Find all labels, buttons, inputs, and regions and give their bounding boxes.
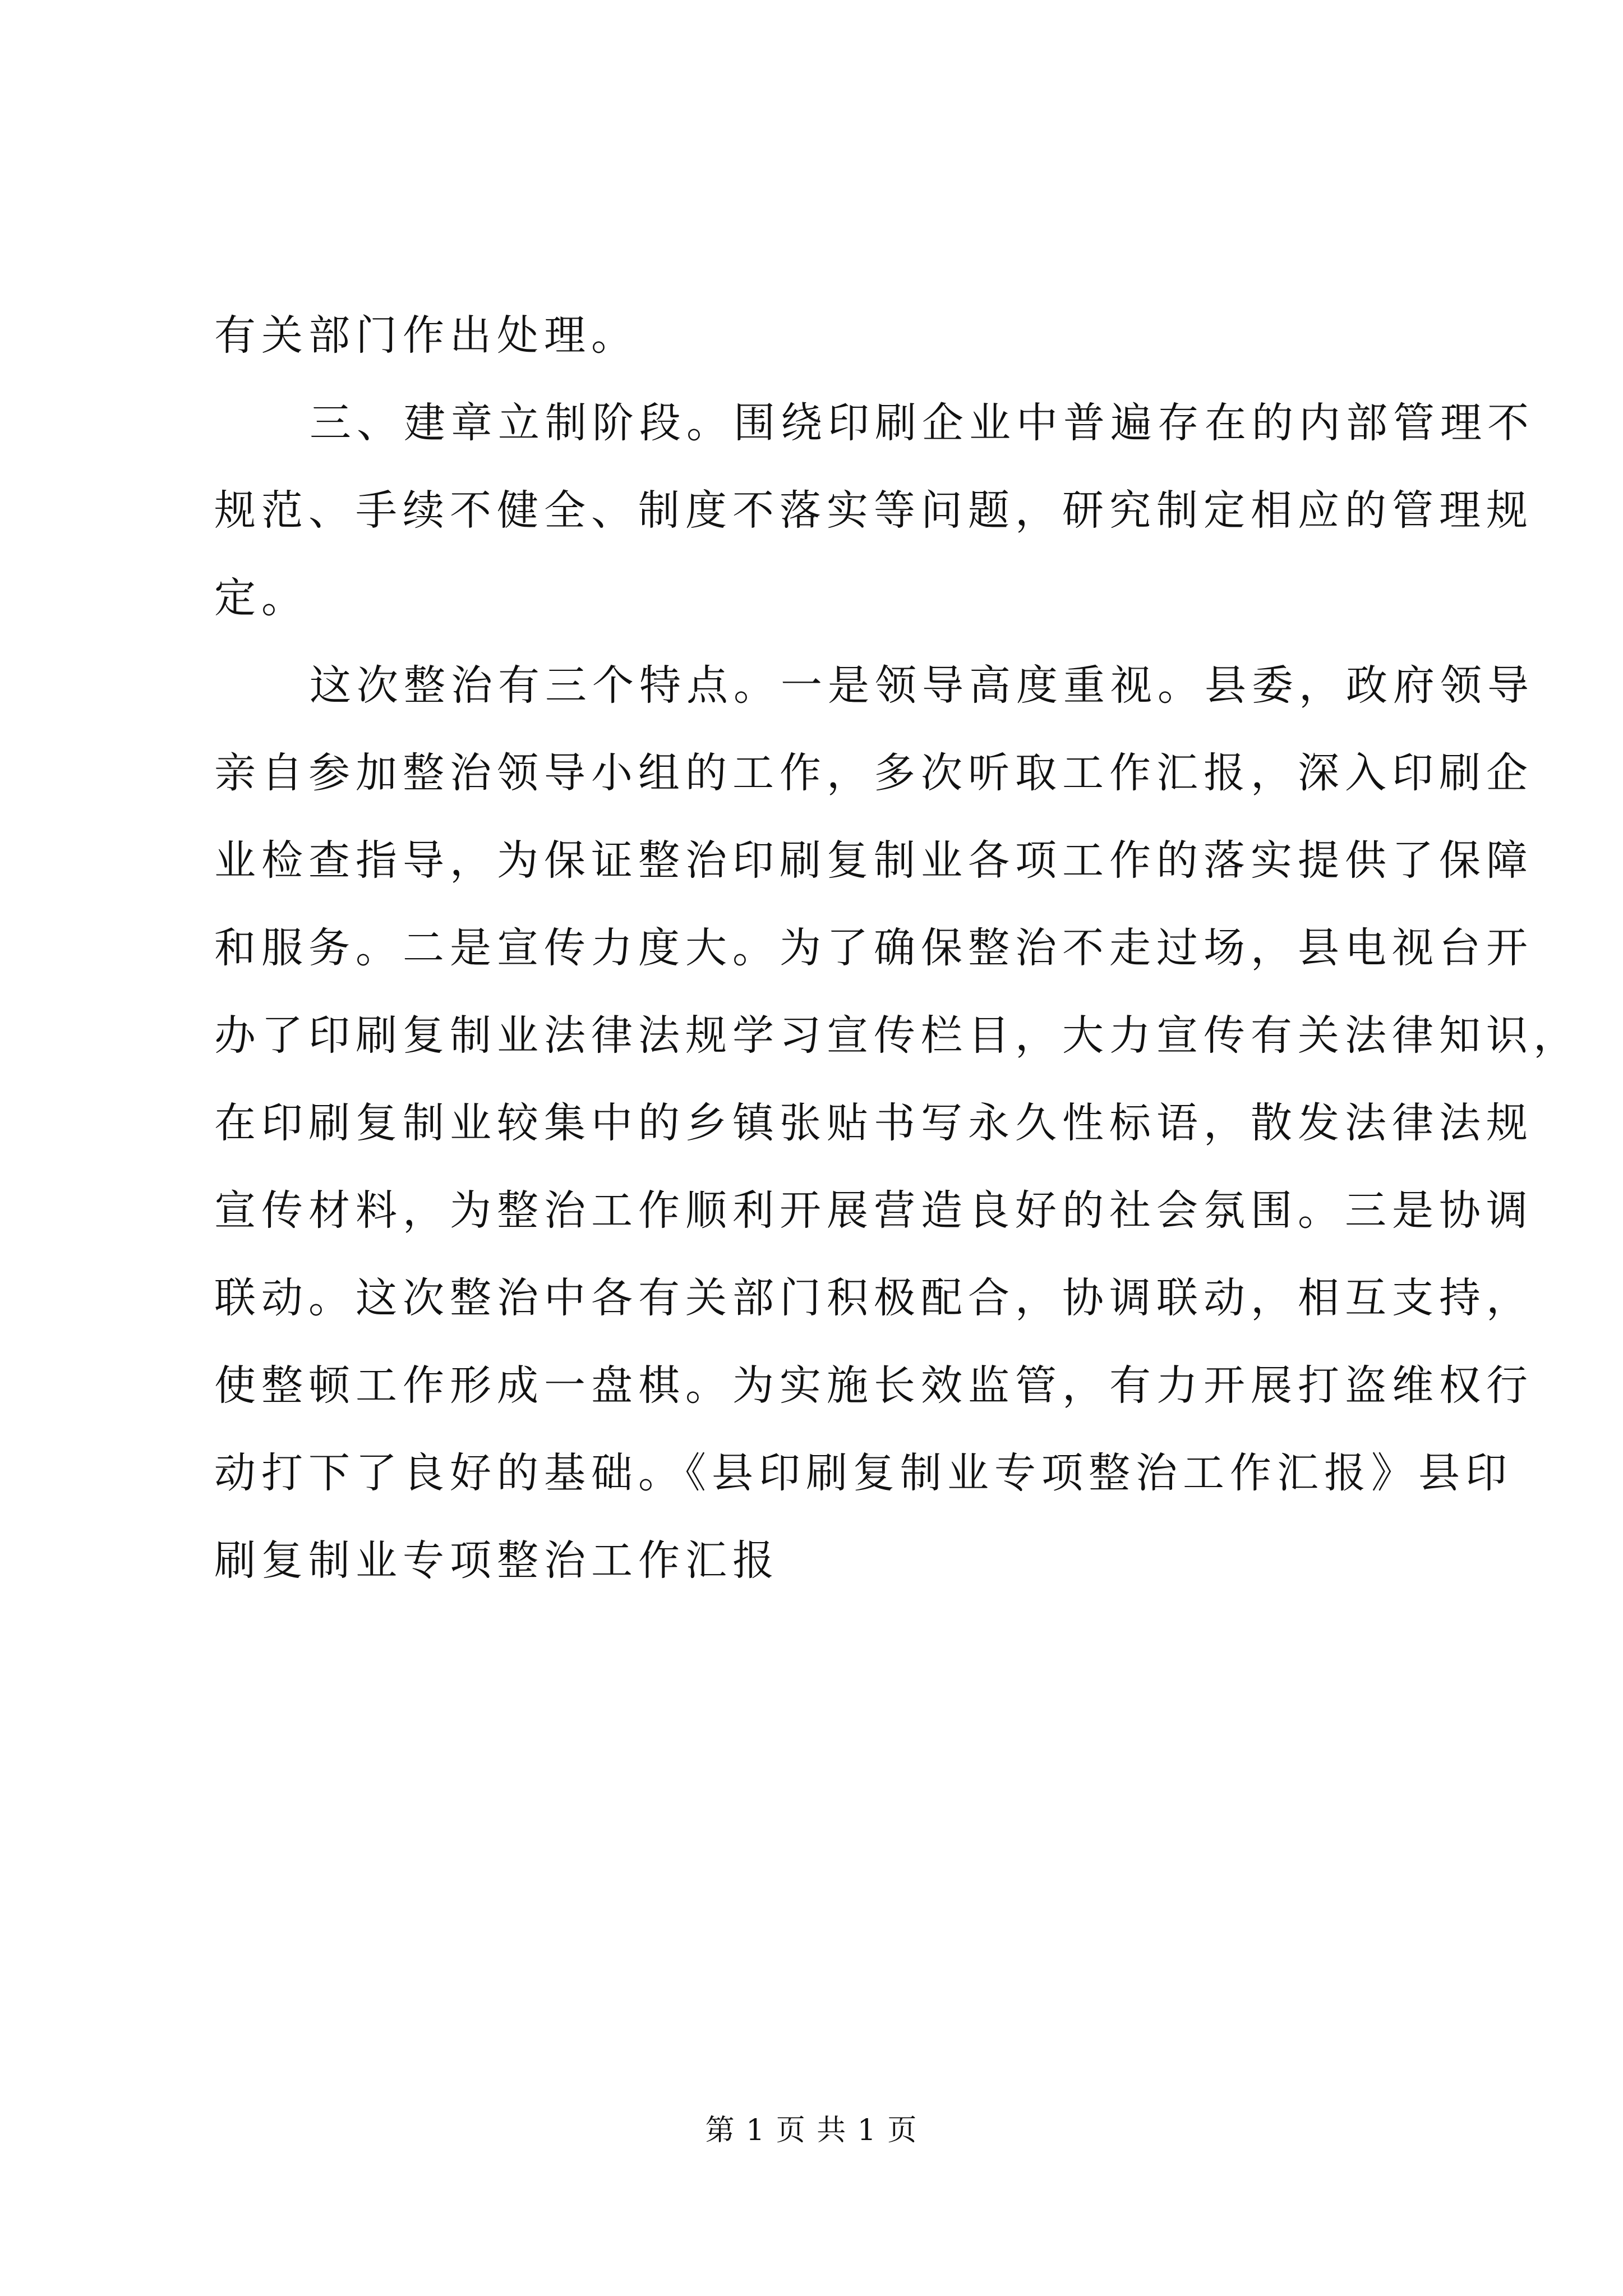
text-line: 刷复制业专项整治工作汇报 <box>214 1536 780 1585</box>
text-line: 有关部门作出处理。 <box>214 311 638 360</box>
text-line: 亲自参加整治领导小组的工作，多次听取工作汇报，深入印刷企 <box>214 749 1533 797</box>
page-footer: 第 1 页 共 1 页 <box>705 2114 918 2147</box>
text-line: 规范、手续不健全、制度不落实等问题，研究制定相应的管理规 <box>214 486 1533 535</box>
document-body <box>214 292 1580 1604</box>
text-line: 和服务。二是宣传力度大。为了确保整治不走过场，县电视台开 <box>214 924 1533 972</box>
text-line: 定。 <box>214 574 308 622</box>
text-line: 这次整治有三个特点。一是领导高度重视。县委，政府领导 <box>310 661 1534 710</box>
text-line: 使整顿工作形成一盘棋。为实施长效监管，有力开展打盗维权行 <box>214 1361 1533 1410</box>
text-line: 联动。这次整治中各有关部门积极配合，协调联动，相互支持， <box>214 1274 1533 1322</box>
text-line: 业检查指导，为保证整治印刷复制业各项工作的落实提供了保障 <box>214 836 1533 885</box>
paragraph-stage-three <box>214 379 1534 642</box>
text-line: 三、建章立制阶段。围绕印刷企业中普遍存在的内部管理不 <box>310 399 1534 447</box>
text-line: 动打下了良好的基础。《县印刷复制业专项整治工作汇报》县印 <box>214 1449 1513 1497</box>
paragraph-continuation <box>214 292 1420 379</box>
text-line: 在印刷复制业较集中的乡镇张贴书写永久性标语，散发法律法规 <box>214 1099 1533 1147</box>
paragraph-features <box>214 642 1580 1604</box>
text-line: 办了印刷复制业法律法规学习宣传栏目，大力宣传有关法律知识， <box>214 1011 1580 1060</box>
text-line: 宣传材料，为整治工作顺利开展营造良好的社会氛围。三是协调 <box>214 1186 1533 1235</box>
